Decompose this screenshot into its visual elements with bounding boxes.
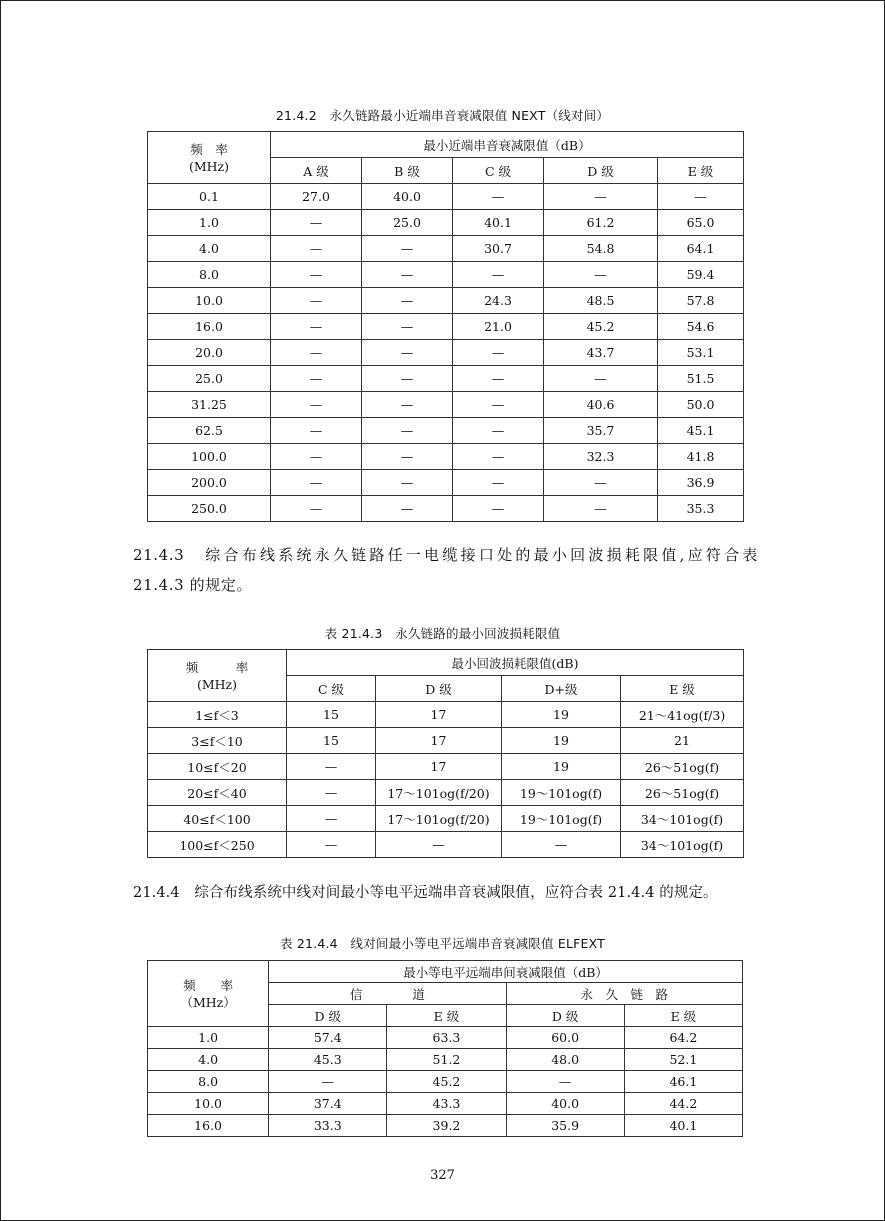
value-cell: 46.1	[624, 1071, 742, 1093]
table-row	[148, 236, 744, 262]
value-cell: 51.5	[658, 366, 744, 392]
table-row	[148, 702, 744, 728]
table-row	[148, 392, 744, 418]
value-cell: 45.3	[269, 1049, 387, 1071]
value-cell: 35.9	[506, 1115, 624, 1137]
value-cell: 40.1	[624, 1115, 742, 1137]
value-cell: 30.7	[453, 236, 544, 262]
table1-group-header: 最小近端串音衰减限值（dB）	[271, 132, 744, 158]
value-cell: 37.4	[269, 1093, 387, 1115]
table-row	[148, 1027, 743, 1049]
value-cell: 45.2	[387, 1071, 506, 1093]
table-row	[148, 832, 744, 858]
value-cell: —	[271, 444, 362, 470]
value-cell: —	[362, 236, 453, 262]
value-cell: 17	[376, 754, 502, 780]
table2-group-header: 最小回波损耗限值(dB)	[287, 650, 744, 676]
value-cell: 60.0	[506, 1027, 624, 1049]
value-cell: 40.0	[506, 1093, 624, 1115]
value-cell: —	[544, 496, 658, 522]
value-cell: —	[269, 1071, 387, 1093]
page-number: 327	[430, 1168, 455, 1183]
frequency-cell: 62.5	[148, 418, 271, 444]
value-cell: 25.0	[362, 210, 453, 236]
value-cell: —	[658, 184, 744, 210]
value-cell: —	[362, 262, 453, 288]
value-cell: —	[362, 470, 453, 496]
table2-freq-header-unit: (MHz)	[196, 676, 238, 692]
value-cell: 39.2	[387, 1115, 506, 1137]
frequency-cell: 8.0	[148, 1071, 269, 1093]
table3-col-header: E 级	[387, 1005, 506, 1027]
value-cell: 21	[621, 728, 744, 754]
frequency-cell: 16.0	[148, 1115, 269, 1137]
value-cell: 40.1	[453, 210, 544, 236]
value-cell: 64.2	[624, 1027, 742, 1049]
paragraph-line: 21.4.4 综合布线系统中线对间最小等电平远端串音衰减限值，应符合表 21.4.4 的规定。	[133, 885, 718, 901]
value-cell: —	[544, 366, 658, 392]
value-cell: 45.1	[658, 418, 744, 444]
value-cell: —	[362, 340, 453, 366]
value-cell: —	[453, 262, 544, 288]
value-cell: —	[453, 418, 544, 444]
table3-freq-header	[148, 961, 269, 1027]
value-cell: —	[506, 1071, 624, 1093]
frequency-cell: 20.0	[148, 340, 271, 366]
value-cell: 15	[287, 728, 376, 754]
value-cell: 41.8	[658, 444, 744, 470]
table1-col-header: A 级	[271, 158, 362, 184]
frequency-cell: 4.0	[148, 1049, 269, 1071]
value-cell: —	[362, 288, 453, 314]
table-row	[148, 1071, 743, 1093]
value-cell: —	[362, 392, 453, 418]
table3-freq-header-label: 频 率	[183, 977, 234, 993]
table2	[147, 649, 744, 858]
table3-col-header: D 级	[269, 1005, 387, 1027]
table3	[147, 960, 743, 1137]
frequency-cell: 20≤f＜40	[148, 780, 287, 806]
value-cell: 15	[287, 702, 376, 728]
table-row	[148, 470, 744, 496]
value-cell: —	[376, 832, 502, 858]
value-cell: 43.3	[387, 1093, 506, 1115]
value-cell: 40.0	[362, 184, 453, 210]
paragraph-21-4-3	[133, 540, 758, 600]
value-cell: —	[453, 366, 544, 392]
value-cell: 17～101og(f/20)	[376, 806, 502, 832]
value-cell: 51.2	[387, 1049, 506, 1071]
frequency-cell: 100≤f＜250	[148, 832, 287, 858]
table2-col-header: D+级	[502, 676, 621, 702]
value-cell: 53.1	[658, 340, 744, 366]
table-row	[148, 340, 744, 366]
frequency-cell: 0.1	[148, 184, 271, 210]
table-row	[148, 444, 744, 470]
table1-col-header: B 级	[362, 158, 453, 184]
value-cell: 19	[502, 754, 621, 780]
table-row	[148, 366, 744, 392]
value-cell: 50.0	[658, 392, 744, 418]
value-cell: —	[453, 184, 544, 210]
value-cell: 65.0	[658, 210, 744, 236]
value-cell: —	[544, 184, 658, 210]
value-cell: —	[271, 496, 362, 522]
value-cell: —	[271, 392, 362, 418]
table-row	[148, 1049, 743, 1071]
table1-col-header: D 级	[544, 158, 658, 184]
value-cell: 17	[376, 702, 502, 728]
value-cell: 64.1	[658, 236, 744, 262]
value-cell: 33.3	[269, 1115, 387, 1137]
value-cell: —	[271, 366, 362, 392]
value-cell: 45.2	[544, 314, 658, 340]
value-cell: —	[453, 444, 544, 470]
value-cell: 17～101og(f/20)	[376, 780, 502, 806]
frequency-cell: 10.0	[148, 1093, 269, 1115]
value-cell: —	[271, 418, 362, 444]
table2-freq-header	[148, 650, 287, 702]
frequency-cell: 31.25	[148, 392, 271, 418]
table1-caption: 21.4.2 永久链路最小近端串音衰减限值 NEXT（线对间）	[275, 108, 610, 123]
value-cell: —	[287, 806, 376, 832]
value-cell: —	[502, 832, 621, 858]
table3-caption: 表 21.4.4 线对间最小等电平远端串音衰减限值 ELFEXT	[279, 936, 606, 951]
table-row	[148, 806, 744, 832]
value-cell: 48.0	[506, 1049, 624, 1071]
value-cell: —	[362, 444, 453, 470]
frequency-cell: 200.0	[148, 470, 271, 496]
value-cell: —	[271, 314, 362, 340]
value-cell: 43.7	[544, 340, 658, 366]
table1	[147, 131, 744, 522]
frequency-cell: 4.0	[148, 236, 271, 262]
value-cell: —	[271, 340, 362, 366]
value-cell: 21.0	[453, 314, 544, 340]
value-cell: —	[271, 470, 362, 496]
table1-col-header: C 级	[453, 158, 544, 184]
value-cell: 52.1	[624, 1049, 742, 1071]
value-cell: —	[362, 314, 453, 340]
table-row	[148, 288, 744, 314]
value-cell: 19～101og(f)	[502, 780, 621, 806]
table-row	[148, 418, 744, 444]
table-row	[148, 314, 744, 340]
frequency-cell: 10≤f＜20	[148, 754, 287, 780]
value-cell: 35.3	[658, 496, 744, 522]
value-cell: —	[544, 470, 658, 496]
value-cell: 61.2	[544, 210, 658, 236]
table1-col-header: E 级	[658, 158, 744, 184]
frequency-cell: 1.0	[148, 1027, 269, 1049]
value-cell: 57.8	[658, 288, 744, 314]
table-row	[148, 1115, 743, 1137]
frequency-cell: 8.0	[148, 262, 271, 288]
value-cell: 44.2	[624, 1093, 742, 1115]
value-cell: —	[453, 340, 544, 366]
value-cell: 48.5	[544, 288, 658, 314]
value-cell: 54.6	[658, 314, 744, 340]
value-cell: —	[287, 832, 376, 858]
table-row	[148, 210, 744, 236]
paragraph-line: 21.4.3 的规定。	[133, 576, 253, 594]
value-cell: —	[453, 470, 544, 496]
value-cell: 34～101og(f)	[621, 832, 744, 858]
frequency-cell: 16.0	[148, 314, 271, 340]
value-cell: 59.4	[658, 262, 744, 288]
value-cell: 54.8	[544, 236, 658, 262]
value-cell: 21～41og(f/3)	[621, 702, 744, 728]
table1-freq-header	[148, 132, 271, 184]
value-cell: —	[453, 392, 544, 418]
table-row	[148, 496, 744, 522]
frequency-cell: 100.0	[148, 444, 271, 470]
paragraph-21-4-4	[133, 878, 773, 908]
value-cell: —	[271, 288, 362, 314]
value-cell: —	[362, 418, 453, 444]
table-row	[148, 728, 744, 754]
frequency-cell: 25.0	[148, 366, 271, 392]
paragraph-line: 21.4.3 综合布线系统永久链路任一电缆接口处的最小回波损耗限值,应符合表	[133, 546, 758, 564]
table-row	[148, 780, 744, 806]
table1-freq-header-label: 频 率	[190, 141, 228, 157]
value-cell: 26～51og(f)	[621, 780, 744, 806]
table2-freq-header-label: 频 率	[185, 659, 249, 675]
table-row	[148, 184, 744, 210]
value-cell: —	[362, 496, 453, 522]
value-cell: 63.3	[387, 1027, 506, 1049]
frequency-cell: 1.0	[148, 210, 271, 236]
table-row	[148, 262, 744, 288]
value-cell: —	[271, 236, 362, 262]
frequency-cell: 3≤f＜10	[148, 728, 287, 754]
value-cell: 34～101og(f)	[621, 806, 744, 832]
value-cell: 26～51og(f)	[621, 754, 744, 780]
value-cell: 19～101og(f)	[502, 806, 621, 832]
value-cell: —	[287, 780, 376, 806]
table3-subgroup-channel: 信 道	[269, 983, 506, 1005]
table-row	[148, 1093, 743, 1115]
table2-col-header: D 级	[376, 676, 502, 702]
frequency-cell: 1≤f＜3	[148, 702, 287, 728]
value-cell: 19	[502, 702, 621, 728]
frequency-cell: 40≤f＜100	[148, 806, 287, 832]
table3-subgroup-permanent-link: 永 久 链 路	[506, 983, 742, 1005]
table2-caption: 表 21.4.3 永久链路的最小回波损耗限值	[324, 626, 561, 641]
value-cell: 36.9	[658, 470, 744, 496]
table3-freq-header-unit: （MHz）	[180, 994, 236, 1010]
table3-group-header: 最小等电平远端串间衰减限值（dB）	[269, 961, 743, 983]
value-cell: 17	[376, 728, 502, 754]
value-cell: 40.6	[544, 392, 658, 418]
value-cell: —	[544, 262, 658, 288]
value-cell: 35.7	[544, 418, 658, 444]
frequency-cell: 250.0	[148, 496, 271, 522]
value-cell: 19	[502, 728, 621, 754]
value-cell: 57.4	[269, 1027, 387, 1049]
table3-col-header: E 级	[624, 1005, 742, 1027]
value-cell: —	[362, 366, 453, 392]
table2-col-header: E 级	[621, 676, 744, 702]
value-cell: 24.3	[453, 288, 544, 314]
table-row	[148, 754, 744, 780]
value-cell: —	[271, 210, 362, 236]
value-cell: —	[287, 754, 376, 780]
table2-col-header: C 级	[287, 676, 376, 702]
frequency-cell: 10.0	[148, 288, 271, 314]
value-cell: 32.3	[544, 444, 658, 470]
value-cell: 27.0	[271, 184, 362, 210]
value-cell: —	[271, 262, 362, 288]
table3-col-header: D 级	[506, 1005, 624, 1027]
table1-freq-header-unit: (MHz)	[188, 158, 230, 174]
value-cell: —	[453, 496, 544, 522]
